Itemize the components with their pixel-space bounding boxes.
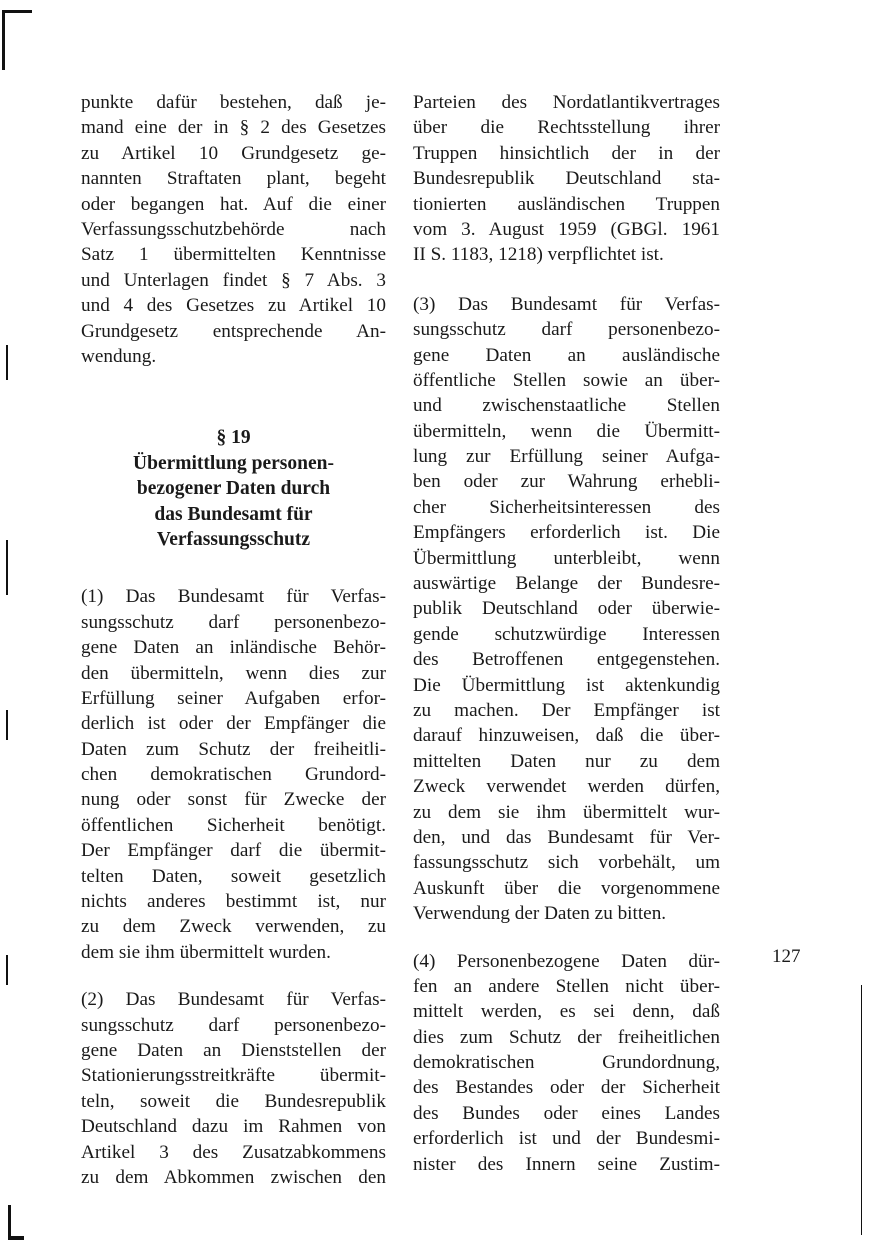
text-line: punkte dafür bestehen, daß je- bbox=[81, 92, 386, 113]
text-line: dies zum Schutz der freiheitlichen bbox=[413, 1026, 720, 1048]
text-line: nister des Innern seine Zustim- bbox=[413, 1153, 720, 1175]
text-line: gene Daten an Dienststellen der bbox=[81, 1039, 386, 1061]
scan-margin-mark bbox=[6, 345, 8, 380]
text-line: des Bundes oder eines Landes bbox=[413, 1102, 720, 1124]
section-title-line: Übermittlung personen- bbox=[133, 452, 334, 474]
scan-corner-mark-top-vertical bbox=[2, 10, 5, 70]
paragraph-2-continuation bbox=[413, 90, 720, 268]
text-line: publik Deutschland oder überwie- bbox=[413, 598, 720, 620]
text-line: sungsschutz darf personenbezo- bbox=[81, 1014, 386, 1036]
section-number: § 19 bbox=[216, 427, 251, 449]
text-line: oder begangen hat. Auf die einer bbox=[81, 193, 386, 215]
text-line: des Bestandes oder der Sicherheit bbox=[413, 1077, 720, 1099]
paragraph-2 bbox=[81, 987, 386, 1190]
text-line: nannten Straftaten plant, begeht bbox=[81, 168, 386, 190]
scan-margin-mark bbox=[6, 955, 8, 985]
text-line: demokratischen Grundordnung, bbox=[413, 1052, 720, 1074]
text-line: vom 3. August 1959 (GBGl. 1961 bbox=[413, 218, 720, 240]
text-line: mand eine der in § 2 des Gesetzes bbox=[81, 117, 386, 139]
text-line: und 4 des Gesetzes zu Artikel 10 bbox=[81, 295, 386, 317]
text-line: den übermitteln, wenn dies zur bbox=[81, 662, 386, 684]
text-line: Grundgesetz entsprechende An- bbox=[81, 320, 386, 342]
page-number: 127 bbox=[772, 946, 801, 967]
text-line: gende schutzwürdige Interessen bbox=[413, 623, 720, 645]
text-line: Bundesrepublik Deutschland sta- bbox=[413, 168, 720, 190]
text-line: lung zur Erfüllung seiner Aufga- bbox=[413, 446, 720, 468]
scan-corner-mark-top bbox=[2, 10, 32, 13]
text-line: gene Daten an inländische Behör- bbox=[81, 637, 386, 659]
text-line: sungsschutz darf personenbezo- bbox=[413, 319, 720, 341]
text-line: den, und das Bundesamt für Ver- bbox=[413, 826, 720, 848]
text-line: Die Übermittlung ist aktenkundig bbox=[413, 674, 720, 696]
text-line: Auskunft über die vorgenommene bbox=[413, 877, 720, 899]
text-line: telten Daten, soweit gesetzlich bbox=[81, 865, 386, 887]
right-column bbox=[413, 90, 720, 1177]
text-line: wendung. bbox=[81, 345, 157, 367]
left-column bbox=[81, 90, 386, 1190]
text-line: Truppen hinsichtlich der in der bbox=[413, 142, 720, 164]
text-line: Deutschland dazu im Rahmen von bbox=[81, 1116, 386, 1138]
text-line: Daten zum Schutz der freiheitli- bbox=[81, 738, 386, 760]
text-line: mittelt werden, es sei denn, daß bbox=[413, 1001, 720, 1023]
text-line: über die Rechtsstellung ihrer bbox=[413, 117, 720, 139]
text-line: fen an andere Stellen nicht über- bbox=[413, 975, 720, 997]
paragraph-continuation bbox=[81, 90, 386, 369]
paragraph-1 bbox=[81, 584, 386, 965]
paragraph-4 bbox=[413, 949, 720, 1178]
text-line: Satz 1 übermittelten Kenntnisse bbox=[81, 244, 386, 266]
text-line: Übermittlung unterbleibt, wenn bbox=[413, 547, 720, 569]
text-line: zu dem sie ihm übermittelt wur- bbox=[413, 801, 720, 823]
section-heading bbox=[81, 425, 386, 552]
text-line: derlich ist oder der Empfänger die bbox=[81, 713, 386, 735]
text-line: zu dem Zweck verwenden, zu bbox=[81, 916, 386, 938]
text-line: (4) Personenbezogene Daten dür- bbox=[413, 950, 720, 972]
text-line: auswärtige Belange der Bundesre- bbox=[413, 573, 720, 595]
text-line: öffentlichen Sicherheit benötigt. bbox=[81, 814, 386, 836]
scan-margin-mark-right bbox=[861, 985, 862, 1235]
text-line: teln, soweit die Bundesrepublik bbox=[81, 1090, 386, 1112]
text-line: II S. 1183, 1218) verpflichtet ist. bbox=[413, 244, 664, 266]
scan-corner-mark-bottom bbox=[8, 1205, 11, 1240]
text-line: Stationierungsstreitkräfte übermit- bbox=[81, 1065, 386, 1087]
text-line: Parteien des Nordatlantikvertrages bbox=[413, 92, 720, 113]
text-line: und zwischenstaatliche Stellen bbox=[413, 395, 720, 417]
scan-margin-mark bbox=[6, 710, 8, 740]
section-title-line: das Bundesamt für bbox=[154, 503, 313, 525]
text-line: nichts anderes bestimmt ist, nur bbox=[81, 891, 386, 913]
text-line: Artikel 3 des Zusatzabkommens bbox=[81, 1141, 386, 1163]
text-line: gene Daten an ausländische bbox=[413, 344, 720, 366]
text-line: chen demokratischen Grundord- bbox=[81, 764, 386, 786]
text-line: Der Empfänger darf die übermit- bbox=[81, 840, 386, 862]
text-line: tionierten ausländischen Truppen bbox=[413, 193, 720, 215]
text-line: darauf hinzuweisen, daß die über- bbox=[413, 725, 720, 747]
text-line: (1) Das Bundesamt für Verfas- bbox=[81, 586, 386, 608]
text-line: zu Artikel 10 Grundgesetz ge- bbox=[81, 142, 386, 164]
text-line: dem sie ihm übermittelt wurden. bbox=[81, 941, 331, 963]
text-line: des Betroffenen entgegenstehen. bbox=[413, 649, 720, 671]
scan-margin-mark bbox=[6, 540, 8, 595]
text-line: Verwendung der Daten zu bitten. bbox=[413, 903, 667, 925]
paragraph-3 bbox=[413, 292, 720, 927]
text-line: mittelten Daten nur zu dem bbox=[413, 750, 720, 772]
text-line: öffentliche Stellen sowie an über- bbox=[413, 369, 720, 391]
text-line: sungsschutz darf personenbezo- bbox=[81, 611, 386, 633]
text-line: cher Sicherheitsinteressen des bbox=[413, 496, 720, 518]
section-title-line: bezogener Daten durch bbox=[136, 478, 331, 500]
text-line: übermitteln, wenn die Übermitt- bbox=[413, 420, 720, 442]
text-line: und Unterlagen findet § 7 Abs. 3 bbox=[81, 269, 386, 291]
text-line: Empfängers erforderlich ist. Die bbox=[413, 522, 720, 544]
text-line: ben oder zur Wahrung erhebli- bbox=[413, 471, 720, 493]
text-line: fassungsschutz sich vorbehält, um bbox=[413, 852, 720, 874]
text-line: zu dem Abkommen zwischen den bbox=[81, 1166, 386, 1188]
text-line: Zweck verwendet werden dürfen, bbox=[413, 776, 720, 798]
text-line: Verfassungsschutzbehörde nach bbox=[81, 218, 386, 240]
text-line: zu machen. Der Empfänger ist bbox=[413, 699, 720, 721]
section-title-line: Verfassungsschutz bbox=[156, 528, 311, 550]
text-line: (2) Das Bundesamt für Verfas- bbox=[81, 989, 386, 1011]
text-line: nung oder sonst für Zwecke der bbox=[81, 789, 386, 811]
scan-corner-mark-bottom-horizontal bbox=[8, 1236, 24, 1240]
text-line: (3) Das Bundesamt für Verfas- bbox=[413, 293, 720, 315]
text-line: Erfüllung seiner Aufgaben erfor- bbox=[81, 687, 386, 709]
text-line: erforderlich ist und der Bundesmi- bbox=[413, 1128, 720, 1150]
